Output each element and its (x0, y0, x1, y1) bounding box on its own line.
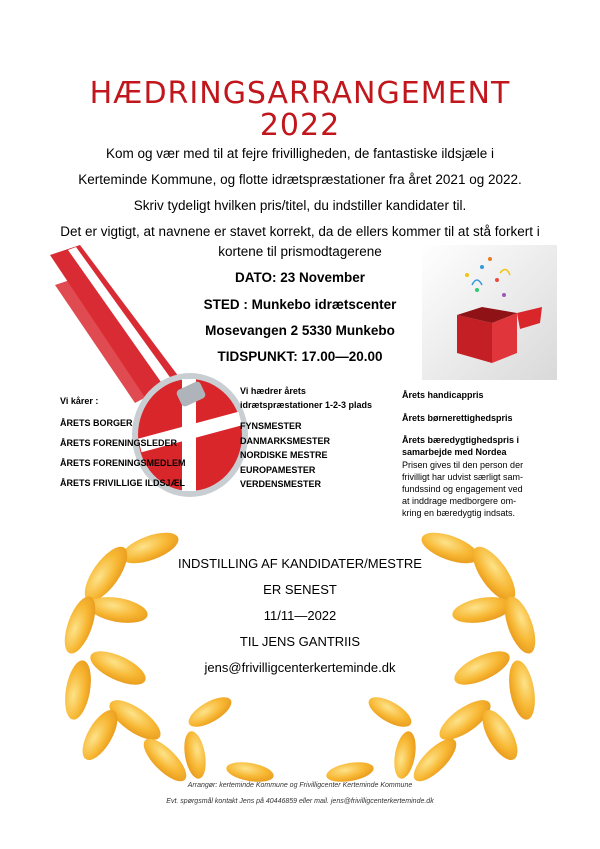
sports-award-item: VERDENSMESTER (240, 479, 322, 489)
award-childrens-rights: Årets børnerettighedspris (402, 413, 513, 423)
deadline-line-1: INDSTILLING AF KANDIDATER/MESTRE (178, 556, 422, 571)
award-item: ÅRETS FORENINGSMEDLEM (60, 458, 186, 468)
awards-middle-heading-2: idrætspræstationer 1-2-3 plads (240, 400, 373, 410)
event-date: DATO: 23 November (234, 270, 366, 285)
intro-line-3: Skriv tydeligt hvilken pris/titel, du indstiller kandidater til. (133, 198, 467, 213)
event-time: TIDSPUNKT: 17.00—20.00 (217, 349, 383, 364)
sports-award-item: EUROPAMESTER (240, 465, 316, 475)
page-title: HÆDRINGSARRANGEMENT (89, 76, 511, 111)
award-description: fundssind og engagement ved (402, 484, 523, 494)
sports-award-item: NORDISKE MESTRE (240, 450, 328, 460)
award-sustainability: Årets bæredygtighedspris i (402, 435, 520, 445)
sports-award-item: FYNSMESTER (240, 421, 302, 431)
intro-line-4: Det er vigtigt, at navnene er stavet korrekt, da de ellers kommer til at stå forkert i (60, 224, 540, 239)
award-sustainability-2: samarbejde med Nordea (402, 447, 507, 457)
intro-line-2: Kerteminde Kommune, og flotte idrætspræstationer fra året 2021 og 2022. (78, 172, 522, 187)
award-description: kring en bæredygtig indsats. (402, 508, 516, 518)
footer-organizer: Arrangør: kerteminde Kommune og Frivilligcenter Kerteminde Kommune (187, 782, 413, 789)
award-item: ÅRETS FORENINGSLEDER (60, 438, 178, 448)
award-item: ÅRETS BORGER (60, 418, 133, 428)
footer-contact: Evt. spørgsmål kontakt Jens på 40446859 eller mail. jens@frivilligcenterkerteminde.dk (166, 798, 434, 805)
event-address: Mosevangen 2 5330 Munkebo (205, 323, 395, 338)
awards-left-heading: Vi kårer : (60, 396, 99, 406)
deadline-email-link[interactable]: jens@frivilligcenterkerteminde.dk (204, 660, 396, 675)
deadline-line-2: ER SENEST (263, 582, 337, 597)
award-handicap: Årets handicappris (402, 390, 484, 400)
intro-line-5: kortene til prismodtagerene (218, 244, 382, 259)
medal-ribbon-image (50, 245, 250, 515)
award-description: at inddrage medborgere om- (402, 496, 517, 506)
award-description: Prisen gives til den person der (402, 460, 524, 470)
deadline-recipient: TIL JENS GANTRIIS (239, 634, 361, 649)
awards-middle-heading: Vi hædrer årets (240, 386, 306, 396)
intro-line-1: Kom og vær med til at fejre frivilligheden, de fantastiske ildsjæle i (106, 146, 494, 161)
page-title-year: 2022 (259, 108, 341, 143)
deadline-date: 11/11—2022 (263, 608, 337, 623)
sports-award-item: DANMARKSMESTER (240, 436, 330, 446)
award-description: frivilligt har udvist særligt sam- (402, 472, 524, 482)
event-place: STED : Munkebo idrætscenter (203, 297, 397, 312)
award-item: ÅRETS FRIVILLIGE ILDSJÆL (60, 478, 186, 488)
